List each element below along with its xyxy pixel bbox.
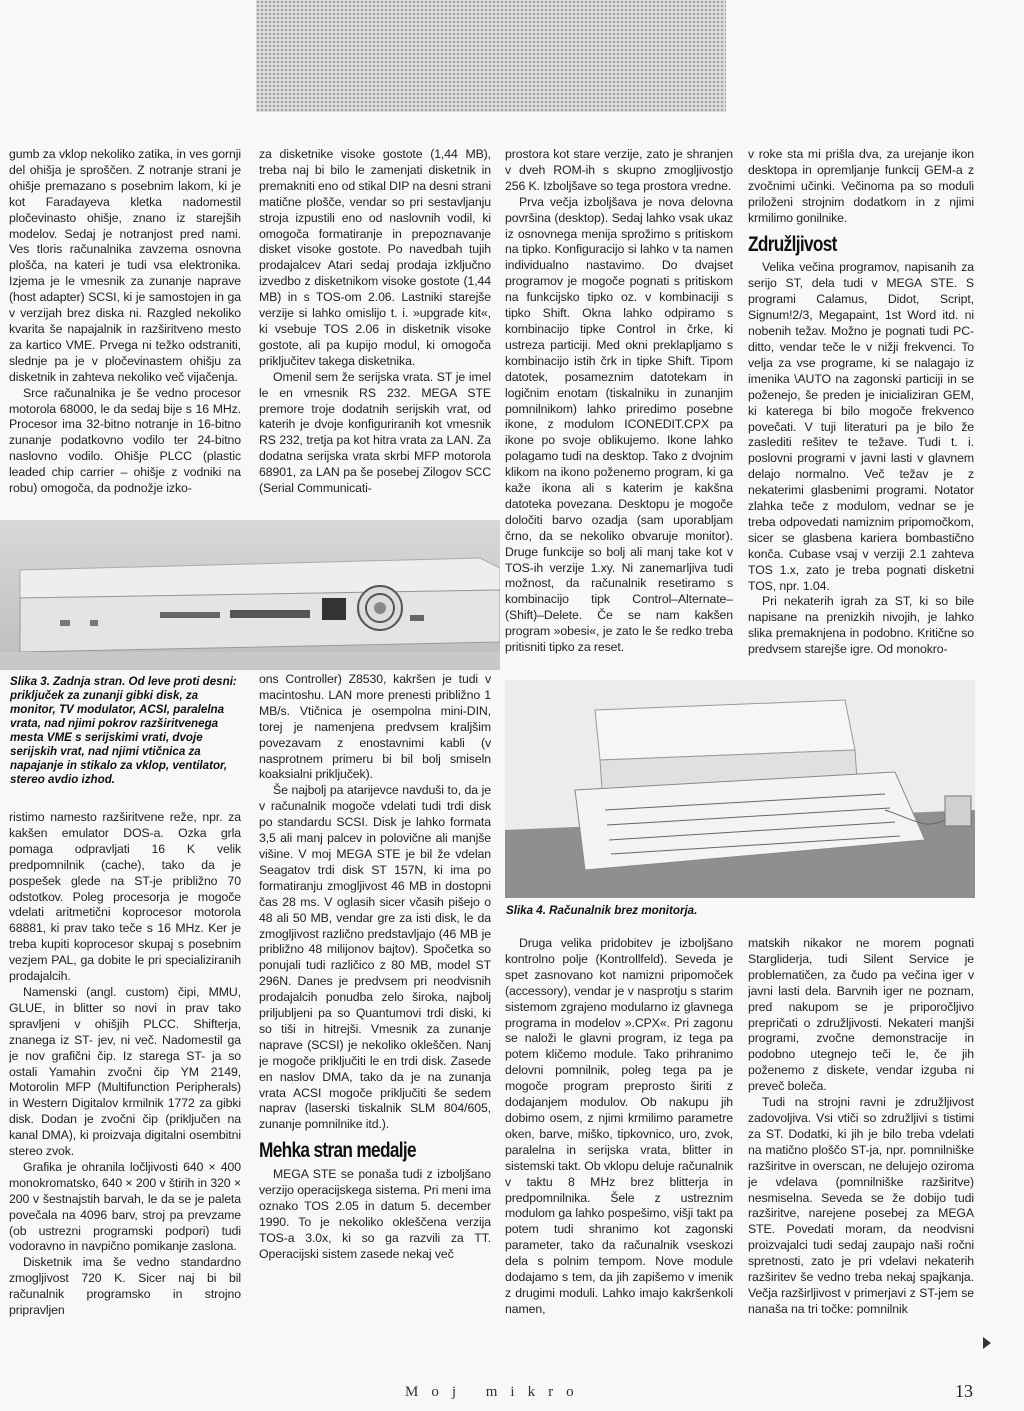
section-heading: Združljivost bbox=[748, 232, 837, 256]
column-2-top bbox=[259, 147, 491, 519]
paragraph: Druga velika pridobitev je izboljšano kontrolno polje (Kontrollfeld). Seveda je spet zasnovano kot namizni pripomoček (accessory), vendar je v nasprotju s starim sistemom zgrajeno modularno iz glavnega programa in modelov ».CPX«. Pri zagonu se naloži le glavni program, iz tega pa potem kličemo module. Tako prihranimo delovni pomnilnik, poleg tega pa je mogoče program preprosto širiti z dodajanjem modulov. Ob nakupu jih dobimo osem, z njimi krmilimo parametre oken, barve, miško, tipkovnico, uro, zvok, paralelna in serijska vrata, blitter in sistemski takt. Ob vklopu deluje računalnik v taktu 8 MHz brez blitterja in predpomnilnika. Šele z ustreznim modulom ga lahko pospešimo, višji takt pa potem tudi shranimo kot zagonski parameter, tako da računalnik vseskozi dela s polnim tempom. Nove module dodajamo s tem, da jih zapišemo v imenik z drugimi moduli. Lahko imajo kakršenkoli namen, bbox=[505, 936, 733, 1316]
paragraph: ristimo namesto razširitvene reže, npr. za kakšen emulator DOS-a. Ozka grla pomaga odpravljati 16 K velik predpomnilnik (cache), tako da je pospešek glede na ST-je približno 70 odstotkov. Poleg procesorja je mogoče vdelati aritmetični koprocesor motorola 68881, ki prav tako teče s 16 MHz. Ker je treba kupiti koprocesor skupaj s posebnim vezjem PAL, ga dobite le pri specializiranih prodajalcih. bbox=[9, 810, 241, 984]
column-2-bottom bbox=[259, 672, 491, 1355]
figure-caption-3: Slika 3. Zadnja stran. Od leve proti desni: priključek za zunanji gibki disk, za monitor, TV modulator, ACSI, paralelna vrata, nad njimi pokrov razširitvenega mesta VME s serijskimi vrati, dvoje serijskih vrat, nad njimi vtičnica za napajanje in stikalo za vklop, ventilator, stereo avdio izhod. bbox=[10, 675, 237, 786]
photo-rear-panel bbox=[0, 520, 500, 670]
paragraph: MEGA STE se ponaša tudi z izboljšano verzijo operacijskega sistema. Pri meni ima oznako TOS 2.05 in datum 5. december 1990. To je nekoliko okleščena verzija TOS-a 3.0x, ki so ga razvili za TT. Operacijski sistem zasede nekaj več bbox=[259, 1167, 491, 1261]
paragraph: matskih nikakor ne morem pognati Stargliderja, tudi Silent Service je problematičen, za čudo pa večina iger v javni lasti dela. Barvnih iger ne poznam, pred nakupom se je priporočljivo prepričati o združljivosti. Nekateri manjši programi, zvočne demonstracije in podobno utegnejo teči le, če jih poženemo z diskete, vendar izguba ni preveč boleča. bbox=[748, 936, 974, 1094]
column-1-bottom bbox=[9, 810, 241, 1355]
paragraph: za disketnike visoke gostote (1,44 MB), treba naj bi bilo le zamenjati disketnik in premakniti eno od stikal DIP na desni strani matične plošče, vendar so pri sestavljanju stroja izpustili eno od naslovnih vodil, ki omogoča formatiranje in prepoznavanje disket visoke gostote. Po navedbah tujih prodajalcev Atari sedaj prodaja izključno izvedbo z disketnikom visoke gostote (1,44 MB) in s TOS-om 2.06. Lastniki starejše verzije si lahko omislijo t. i. »upgrade kit«, ki vsebuje TOS 2.06 in disketnik visoke gostote, ali pa kupijo modul, ki omogoča priključitev takega disketnika. bbox=[259, 147, 491, 368]
paragraph: Prva večja izboljšava je nova delovna površina (desktop). Sedaj lahko vsak ukaz iz osnovnega menija sprožimo s pritiskom na tipko. Konfiguracijo si lahko v ta namen individualno nastavimo. Do dvajset programov je mogoče pognati s pritiskom na funkcijsko tipko oz. v kombinaciji s tipko Shift. Okna lahko odpiramo s kombinacijo tipke Control in črke, ki ustreza particiji. Med okni preklapljamo s kombinacijo istih črk in tipke Shift. Tipom datotek, posameznim datotekam in logičnim enotam (tiskalniku in zunanjim pomnilnikom) lahko priredimo posebne ikone, z modulom ICONEDIT.CPX pa ikone po svoje oblikujemo. Ikone lahko polagamo tudi na desktop. Tako z dvojnim klikom na ikono poženemo program, ki ga kaže ikona ali s katerim je kakšna datoteka povezana. Desktopu je mogoče določiti barvo ozadja (sam uporabljam črno, da se nekoliko obvaruje monitor). Druge funkcije so bolj ali manj take kot v TOS-ih verzije 1.xy. Ni zanemarljiva tudi možnost, da računalnik resetiramo s kombinacijo tipk Control–Alternate–(Shift)–Delete. Če se nam kakšen program »obesi«, je zato le še redko treba pritisniti tipko za reset. bbox=[505, 194, 733, 655]
column-4-top bbox=[748, 147, 974, 707]
paragraph: Disketnik ima še vedno standardno zmogljivost 720 K. Sicer naj bi bil računalnik programsko in strojno pripravljen bbox=[9, 1255, 241, 1318]
column-4-bottom bbox=[748, 936, 974, 1356]
computer-illustration bbox=[505, 680, 975, 898]
photo-computer bbox=[505, 680, 975, 898]
paragraph: v roke sta mi prišla dva, za urejanje ikon desktopa in opremljanje funkcij GEM-a z zvočnimi učinki. Večinoma pa so moduli priloženi strojnim dodatkom in z njimi krmilimo gonilnike. bbox=[748, 147, 974, 225]
paragraph: Pri nekaterih igrah za ST, ki so bile napisane na prenizkih nivojih, je lahko slika premaknjena in podobno. Kritične so predvsem starejše igre. Od monokro- bbox=[748, 594, 974, 657]
column-1-top bbox=[9, 147, 241, 519]
paragraph: Še najbolj pa atarijevce navduši to, da je v računalnik mogoče vdelati tudi trdi disk po standardu SCSI. Disk je lahko formata 3,5 ali manj palcev in polovične ali manjše višine. V moj MEGA STE je bil že vdelan Seagatov trdi disk ST 157N, ki ima po formatiranju zmogljivost 46 MB in dostopni čas 28 ms. V oglasih sicer včasih pišejo o 48 ali 50 MB, vendar gre za isti disk, le da zmogljivost različno predstavljajo (46 MB je približno 48 milijonov bajtov). Spočetka so ponujali tudi različico z 80 MB, model ST 296N. Danes je predvsem pri neodvisnih prodajalcih ponudba zelo široka, najbolj priljubljeni pa so Quantumovi trdi diski, ki so tiši in hitrejši. Vmesnik za zunanje naprave (SCSI) je nekoliko okleščen. Nanj je mogoče priključiti le en trdi disk. Zasede en naslov DMA, tako da je na zunanja vrata ACSI mogoče priključiti še sedem naprav (laserski tiskalnik SLM 804/605, zunanje pomnilnike itd.). bbox=[259, 783, 491, 1132]
paragraph: gumb za vklop nekoliko zatika, in ves gornji del ohišja je sproščen. Z notranje strani je ohišje premazano s posebnim lakom, ki je kot Faradayeva kletka nadomestil pločevinasto ohišje, znano iz starejših modelov. Sedaj je notranjost pred nami. Ves tloris računalnika zavzema osnovna plošča, na kateri je tudi vsa elektronika. Izjema je le vmesnik za zunanje naprave (host adapter) SCSI, ki je samostojen in ga v verzijah brez diska ni. Razgled nekoliko kvarita še napajalnik in razširitveno mesto za kartico VME. Prvega ni težko odstraniti, slednje pa je v pločevinastem ohišju za disketnik in zahteva nekoliko več vijačenja. bbox=[9, 147, 241, 384]
paragraph: Namenski (angl. custom) čipi, MMU, GLUE, in blitter so novi in prav tako spravljeni v ohišjih PLCC. Shifterja, znanega iz ST- jev, ni več. Nadomestil ga je nov grafični čip. Iz starega ST- ja so ostali Yamahin zvočni čip YM 2149, Motorolin MFP (Multifunction Peripherals) in Western Digitalov krmilnik 1772 za gibki disk. Dodan je zvočni čip (priključen na kanal DMA), ki proizvaja digitalni osembitni stereo zvok. bbox=[9, 984, 241, 1159]
figure-caption-4: Slika 4. Računalnik brez monitorja. bbox=[506, 904, 698, 917]
rear-panel-illustration bbox=[0, 520, 500, 670]
column-3-bottom bbox=[505, 936, 733, 1356]
top-halftone-image bbox=[256, 0, 726, 112]
paragraph: prostora kot stare verzije, zato je shranjen v dveh ROM-ih s skupno zmogljivostjo 256 K. Izboljšave so tega prostora vredne. bbox=[505, 147, 733, 193]
section-heading: Mehka stran medalje bbox=[259, 1139, 416, 1163]
paragraph: Srce računalnika je še vedno procesor motorola 68000, le da sedaj bije s 16 MHz. Procesor ima 32-bitno notranje in 16-bitno zunanje podatkovno vodilo ter 24-bitno naslovno vodilo. Ohišje PLCC (plastic leaded chip carrier – ohišje z vodniki na robu) omogoča, da podnožje izko- bbox=[9, 385, 241, 496]
paragraph: Grafika je ohranila ločljivosti 640 × 400 monokromatsko, 640 × 200 v štirih in 320 × 200 v šestnajstih barvah, le da se je paleta povečala na 4096 barv, stroj pa prevzame (ob ustrezni programski podpori) tudi vodoravno in navpično pomikanje zaslona. bbox=[9, 1159, 241, 1254]
column-3-top bbox=[505, 147, 733, 675]
magazine-title: Moj mikro bbox=[405, 1384, 587, 1400]
paragraph: ons Controller) Z8530, kakršen je tudi v macintoshu. LAN more prenesti približno 1 MB/s. Vtičnica je osempolna mini-DIN, torej je namenjena predvsem kraljšim povezavam z enostavnimi kabli (v nasprotnem primeru bi bil bolj smiseln koaksialni priključek). bbox=[259, 672, 491, 782]
paragraph: Omenil sem že serijska vrata. ST je imel le en vmesnik RS 232. MEGA STE premore troje dodatnih serijskih vrat, od katerih je dvoje konfiguriranih kot vmesnik RS 232, tretja pa kot hitra vrata za LAN. Za dodatna serijska vrata skrbi MFP motorola 68901, za LAN pa še posebej Zilogov SCC (Serial Communicati- bbox=[259, 369, 491, 496]
page-number: 13 bbox=[955, 1381, 973, 1401]
continue-arrow-icon bbox=[983, 1337, 991, 1349]
paragraph: Velika večina programov, napisanih za serijo ST, dela tudi v MEGA STE. S programi Calamus, Didot, Script, Signum!2/3, Megapaint, 1st Word itd. ni nobenih težav. Možno je pognati tudi PC-ditto, vendar teče le v nižji frekvenci. To velja za vse programe, ki se nalagajo iz imenika \AUTO na zagonski particiji in se poženejo, še preden je inicializiran GEM, ki katerega bi bilo mogoče frekvenco povečati. V tuji literaturi pa je bilo že zaslediti rešitev te težave. Tudi t. i. poslovni programi v javni lasti v glavnem delajo normalno. Več težav je z nekaterimi glasbenimi programi. Notator zlahka teče z modulom, vednar se je treba odpovedati namiznim pripomočkom, sicer se glasbena kariera bombastično konča. Cubase vsaj v verziji 2.1 zahteva TOS 1.x, zato je treba pognati disketni TOS, npr. 1.04. bbox=[748, 260, 974, 593]
paragraph: Tudi na strojni ravni je združljivost zadovoljiva. Vsi vtiči so združljivi s tistimi za ST. Dodatki, ki jih je bilo treba vdelati na matično ploščo ST-ja, npr. pomnilniške razširitve in overscan, ne delujejo oziroma je vdelava (pomnilniške razširitve) nesmiselna. Seveda se že dobijo tudi razširitve, narejene posebej za MEGA STE. Povedati moram, da neodvisni proizvajalci tudi sedaj zaupajo naši ročni spretnosti, zato je pri vdelavi nekaterih razširitev še vedno treba nekaj spajkanja. Večja razširljivost v primerjavi z ST-jem se nanaša na tri točke: pomnilnik bbox=[748, 1095, 974, 1316]
